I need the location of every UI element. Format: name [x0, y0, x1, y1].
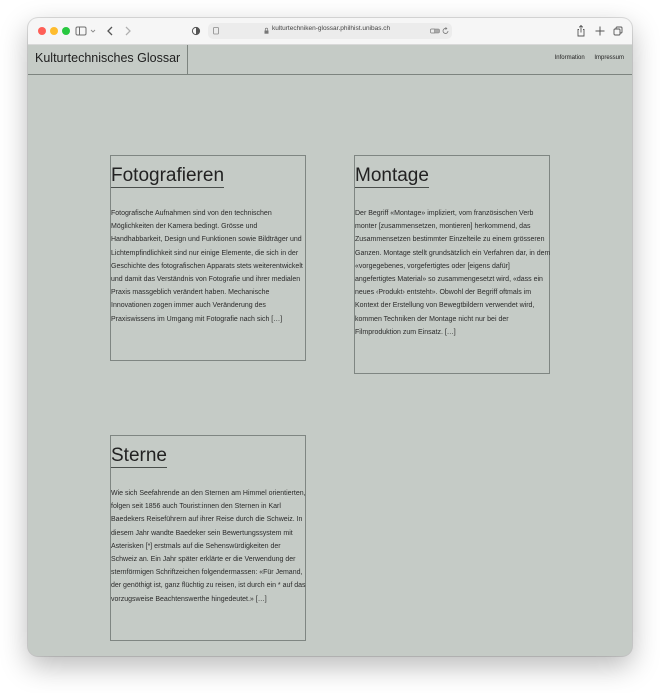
zoom-window-button[interactable] — [62, 27, 70, 35]
page-icon — [212, 23, 220, 39]
nav-link-information[interactable]: Information — [554, 55, 585, 61]
privacy-shield-icon[interactable] — [191, 23, 201, 39]
entry-excerpt: Fotografische Aufnahmen sind von den technischen Möglichkeiten der Kamera bedingt. Grösse und Handhabbarkeit, Design und Funktionen sowie Bildträger und Lichtempfindlichkeit sind nur einige Elemente, die sich in der Geschichte des fotografischen Apparats stets weiterentwickelt und damit das Verständnis von Fotografie und ihrer medialen Praxis massgeblich verändert haben. Mechanische Innovationen zogen immer auch Veränderung des Praxiswissens im Umgang mit Fotografie nach sich […] — [111, 210, 303, 323]
address-bar[interactable] — [208, 23, 452, 39]
header-divider — [187, 45, 188, 74]
entry-card-fotografieren[interactable] — [110, 155, 306, 361]
url-text: kulturtechniken-glossar.philhist.unibas.ch — [272, 25, 391, 32]
minimize-window-button[interactable] — [50, 27, 58, 35]
translate-icon[interactable] — [430, 23, 440, 39]
site-title[interactable]: Kulturtechnisches Glossar — [35, 51, 181, 65]
browser-window — [28, 18, 632, 656]
tab-overview-icon[interactable] — [613, 23, 623, 39]
entry-title[interactable]: Fotografieren — [111, 165, 225, 186]
new-tab-icon[interactable] — [595, 23, 605, 39]
lock-icon — [263, 23, 270, 39]
back-icon[interactable] — [106, 23, 114, 39]
site-nav — [547, 55, 624, 61]
sidebar-toggle-icon[interactable] — [75, 23, 87, 39]
entry-card-sterne[interactable] — [110, 435, 306, 641]
reload-icon[interactable] — [442, 23, 450, 39]
entry-title[interactable]: Sterne — [111, 445, 167, 466]
entry-excerpt: Wie sich Seefahrende an den Sternen am Himmel orientierten, folgen seit 1856 auch Tourist:innen den Sternen in Karl Baedekers Reiseführern auf ihrer Reise durch die Schweiz. In diesem Jahr wandte Baedeker sein Bewertungssystem mit Asterisken [*] erstmals auf die Sehenswürdigkeiten der Schweiz an. Ein Jahr später erklärte er die Verwendung der sternförmigen Schriftzeichen folgendermassen: «Für Jemand, der genöthigt ist, ganz flüchtig zu reisen, ist durch ein * auf das vorzugsweise Beachtenswerthe hingedeutet.» […] — [111, 490, 306, 603]
close-window-button[interactable] — [38, 27, 46, 35]
entry-excerpt: Der Begriff «Montage» impliziert, vom französischen Verb monter [zusammensetzen, montieren] herkommend, das Zusammensetzen bestimmter Einzelteile zu einem grösseren Ganzen. Montage stellt grundsätzlich ein Verfahren dar, in dem «vorgegebenes, vorgefertigtes oder [eigens dafür] angefertigtes Material» so zusammengesetzt wird, «dass ein neues ‹Produkt› entsteht». Obwohl der Begriff oftmals im Kontext der Erstellung von Bewegtbildern verwendet wird, kommen Techniken der Montage nicht nur bei der Filmproduktion zum Einsatz. […] — [355, 210, 551, 336]
site-header — [28, 45, 632, 75]
share-icon[interactable] — [576, 23, 586, 39]
forward-icon[interactable] — [124, 23, 132, 39]
nav-link-impressum[interactable]: Impressum — [594, 55, 624, 61]
entry-title[interactable]: Montage — [355, 165, 429, 186]
entry-card-montage[interactable] — [354, 155, 550, 374]
browser-toolbar — [28, 18, 632, 45]
chevron-down-icon[interactable] — [90, 23, 96, 39]
